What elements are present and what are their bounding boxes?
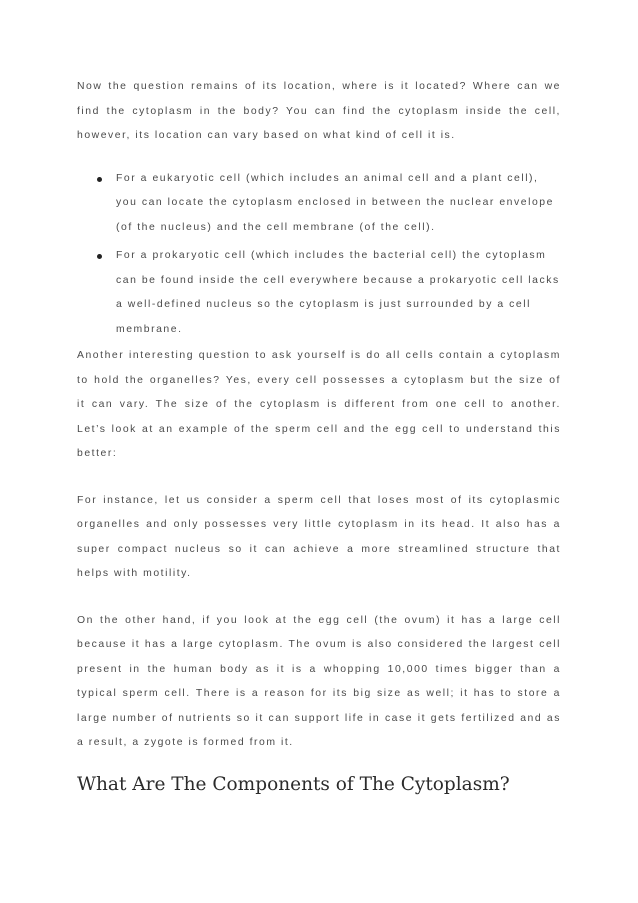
bullet-list [77, 167, 561, 343]
bullet-icon [97, 254, 102, 259]
section-heading: What Are The Components of The Cytoplasm? [77, 773, 510, 795]
list-item [77, 244, 561, 342]
bullet-icon [97, 177, 102, 182]
paragraph-location: Now the question remains of its location, where is it located? Where can we find the cytoplasm in the body? You can find the cytoplasm inside the cell, however, its location can vary based on what kind of cell it is. [77, 81, 561, 141]
list-item [77, 167, 561, 241]
document-page [77, 75, 561, 798]
paragraph-cell-sizes: Another interesting question to ask yourself is do all cells contain a cytoplasm to hold the organelles? Yes, every cell possesses a cytoplasm but the size of it can vary. The size of the cytoplasm is different from one cell to another. Let’s look at an example of the sperm cell and the egg cell to understand this better: [77, 350, 561, 459]
paragraph-sperm-cell: For instance, let us consider a sperm cell that loses most of its cytoplasmic organelles and only possesses very little cytoplasm in its head. It also has a super compact nucleus so it can achieve a more streamlined structure that helps with motility. [77, 494, 561, 579]
bullet-text-prokaryotic: For a prokaryotic cell (which includes the bacterial cell) the cytoplasm can be found inside the cell everywhere because a prokaryotic cell lacks a well-defined nucleus so the cytoplasm is just surrounded by a cell membrane. [116, 250, 560, 335]
paragraph-egg-cell: On the other hand, if you look at the egg cell (the ovum) it has a large cell because it has a large cytoplasm. The ovum is also considered the largest cell present in the human body as it is a whopping 10,000 times bigger than a typical sperm cell. There is a reason for its big size as well; it has to store a large number of nutrients so it can support life in case it gets fertilized and as a result, a zygote is formed from it. [77, 614, 561, 748]
bullet-text-eukaryotic: For a eukaryotic cell (which includes an animal cell and a plant cell), you can locate the cytoplasm enclosed in between the nuclear envelope (of the nucleus) and the cell membrane (of the cell). [116, 172, 554, 233]
